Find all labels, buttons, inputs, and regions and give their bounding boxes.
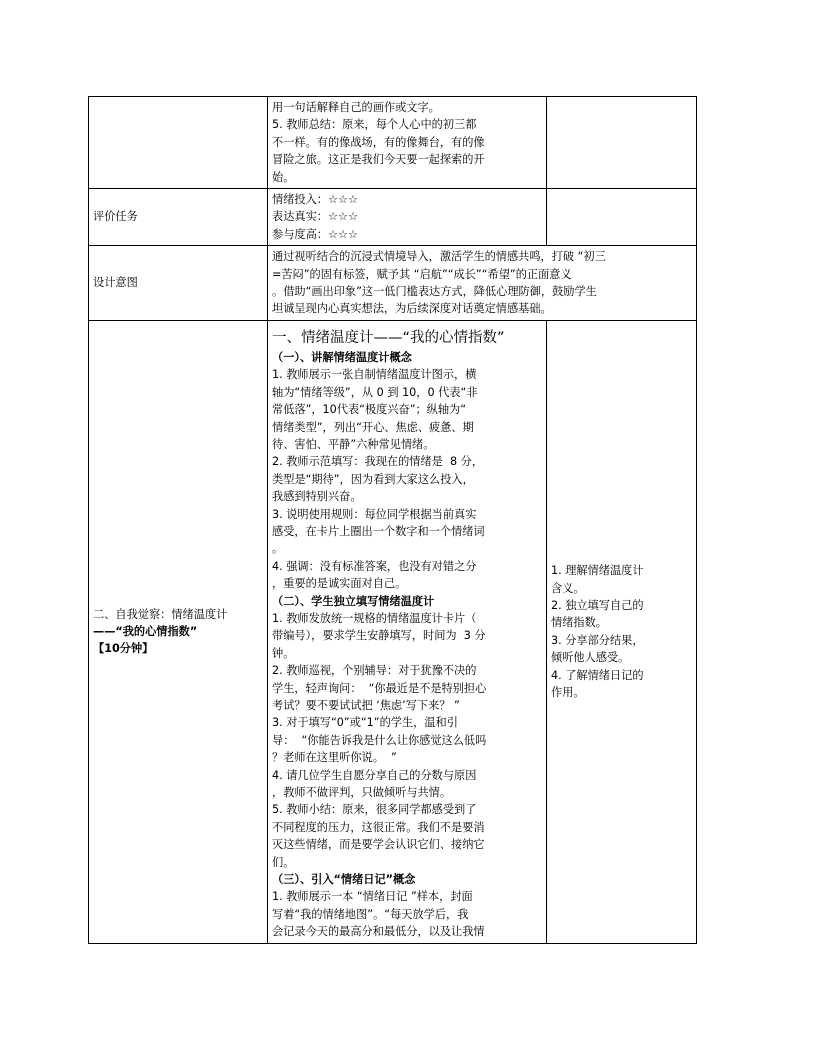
empty-goal-cell	[547, 97, 697, 189]
section2-goals-cell	[547, 320, 697, 943]
text-line: 3. 对于填写“0”或“1”的学生，温和引	[272, 716, 458, 730]
text-line: 冒险之旅。这正是我们今天要一起探索的开	[272, 153, 485, 167]
text-line: 用一句话解释自己的画作或文字。	[272, 101, 440, 114]
text-line: ？老师在这里听你说。 ”	[272, 751, 397, 765]
text-line: 常低落”，10代表“极度兴奋”；纵轴为“	[272, 403, 467, 417]
text-line: 感受，在卡片上圈出一个数字和一个情绪词	[272, 524, 485, 538]
goal-line: 4. 了解情绪日记的	[551, 668, 644, 682]
goal-line: 2. 独立填写自己的	[551, 598, 644, 612]
evaluation-content-cell	[268, 189, 547, 246]
table-row	[89, 189, 697, 246]
text-line: 不同程度的压力，这很正常。我们不是要消	[272, 820, 485, 834]
text-line: 1. 教师发放统一规格的情绪温度计卡片（	[272, 611, 477, 625]
text-line: 们。	[272, 855, 295, 869]
text-line: ，重要的是诚实面对自己。	[272, 577, 407, 591]
section2-duration: 【10分钟】	[93, 642, 154, 656]
goal-line: 情绪指数。	[551, 616, 607, 630]
section-heading: 一、情绪温度计——“我的心情指数”	[272, 329, 505, 346]
text-line: 5. 教师总结：原来，每个人心中的初三都	[272, 118, 477, 132]
text-line: ，教师不做评判，只做倾听与共情。	[272, 786, 452, 800]
text-line: 1. 教师展示一本 “情绪日记 ”样本，封面	[272, 890, 473, 904]
design-label: 设计意图	[89, 246, 268, 321]
empty-label-cell	[89, 97, 268, 189]
table-row	[89, 97, 697, 189]
text-line: 。借助“画出印象”这一低门槛表达方式，降低心理防御，鼓励学生	[272, 285, 597, 299]
text-line: 4. 请几位学生自愿分享自己的分数与原因	[272, 768, 477, 782]
text-line: 我感到特别兴奋。	[272, 490, 362, 504]
text-line: 导： “你能告诉我是什么让你感觉这么低吗	[272, 733, 487, 747]
text-line: 5. 教师小结：原来，很多同学都感受到了	[272, 803, 477, 817]
design-content-cell	[268, 246, 697, 321]
section2-content-cell	[268, 320, 547, 943]
text-line: 带编号），要求学生安静填写，时间为 3 分	[272, 629, 486, 643]
section2-label-cell	[89, 320, 268, 943]
rating-line: 情绪投入：☆☆☆	[272, 193, 359, 207]
text-line: 钟。	[272, 646, 295, 660]
text-line: 会记录今天的最高分和最低分，以及让我情	[272, 925, 485, 939]
table-row	[89, 246, 697, 321]
text-line: 考试？要不要试试把 ‘焦虑’写下来？ ”	[272, 699, 460, 712]
text-line: 4. 强调：没有标准答案，也没有对错之分	[272, 559, 477, 573]
goal-line: 含义。	[551, 581, 585, 595]
section2-subtitle: ——“我的心情指数”	[93, 625, 198, 639]
text-line: 始。	[272, 170, 295, 184]
text-line: 。	[272, 542, 284, 556]
text-line: 1. 教师展示一张自制情绪温度计图示，横	[272, 368, 477, 382]
text-line: 坦诚呈现内心真实想法，为后续深度对话奠定情感基础。	[272, 302, 552, 316]
text-line: 学生，轻声询问： “你最近是不是特别担心	[272, 681, 487, 695]
evaluation-label: 评价任务	[89, 189, 268, 246]
lesson-plan-table	[88, 96, 697, 944]
subsection-heading: （二）、学生独立填写情绪温度计	[272, 594, 435, 608]
subsection-heading: （三）、引入“情绪日记”概念	[272, 873, 416, 887]
goal-line: 倾听他人感受。	[551, 651, 630, 665]
text-line: 轴为“情绪等级”，从 0 到 10，0 代表“非	[272, 385, 478, 399]
text-line: 写着“我的情绪地图”。“每天放学后，我	[272, 907, 469, 921]
rating-line: 参与度高：☆☆☆	[272, 227, 359, 241]
goal-line: 3. 分享部分结果，	[551, 633, 644, 647]
section2-title: 二、自我觉察：情绪温度计	[93, 607, 228, 621]
text-line: 情绪类型”，列出“开心、焦虑、疲惫、期	[272, 420, 474, 434]
table-row	[89, 320, 697, 943]
goal-line: 作用。	[551, 686, 585, 699]
subsection-heading: （一）、讲解情绪温度计概念	[272, 350, 412, 364]
rating-line: 表达真实：☆☆☆	[272, 210, 359, 224]
text-line: 不一样。有的像战场，有的像舞台，有的像	[272, 135, 485, 149]
goal-line: 1. 理解情绪温度计	[551, 564, 644, 578]
intro-content-cell	[268, 97, 547, 189]
text-line: 2. 教师巡视，个别辅导：对于犹豫不决的	[272, 664, 477, 678]
empty-goal-cell	[547, 189, 697, 246]
text-line: =苦闷”的固有标签，赋予其 “启航”“成长”“希望”的正面意义	[272, 267, 572, 281]
text-line: 待、害怕、平静”六种常见情绪。	[272, 437, 435, 451]
text-line: 3. 说明使用规则：每位同学根据当前真实	[272, 507, 477, 521]
text-line: 2. 教师示范填写：我现在的情绪是 8 分，	[272, 455, 484, 469]
text-line: 灭这些情绪，而是要学会认识它们、接纳它	[272, 838, 485, 852]
text-line: 类型是“期待”，因为看到大家这么投入，	[272, 472, 474, 486]
text-line: 通过视听结合的沉浸式情境导入，激活学生的情感共鸣，打破 “初三	[272, 250, 606, 264]
